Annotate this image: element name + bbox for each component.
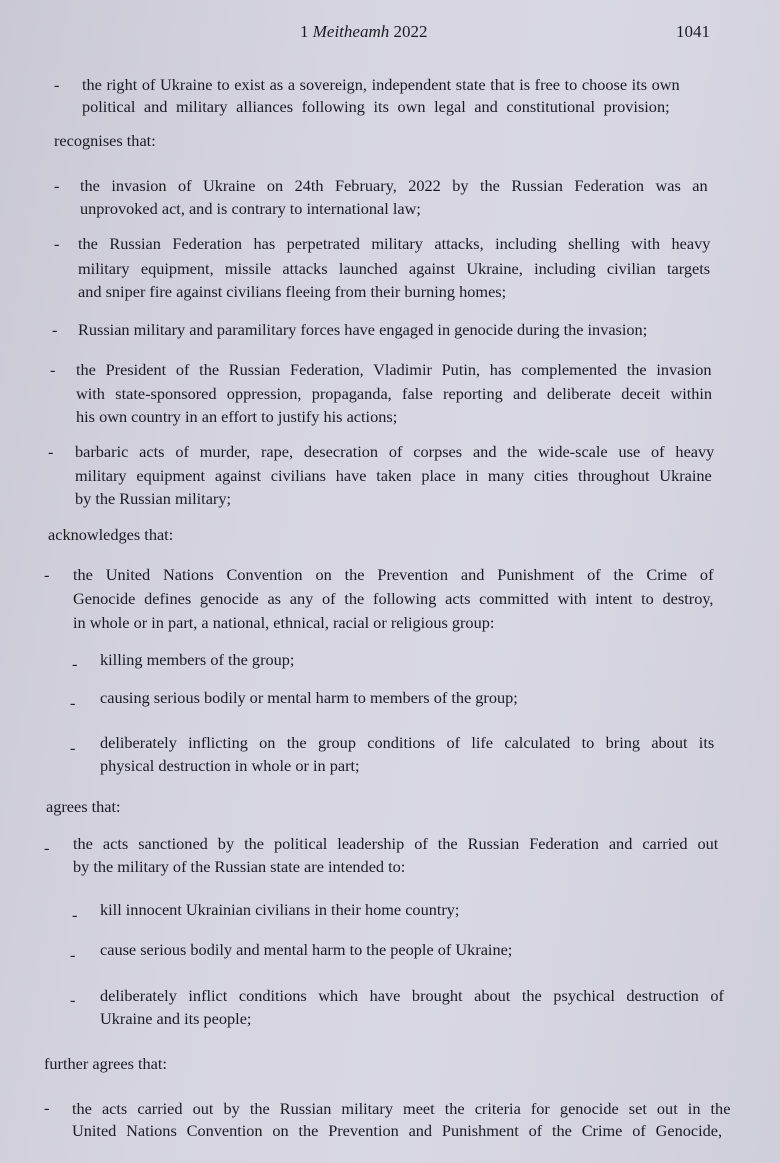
list-item-line: military equipment, missile attacks launched against Ukraine, including civilian targets bbox=[78, 259, 711, 278]
list-item-line: deliberately inflict conditions which have brought about the psychical destruction of bbox=[100, 986, 724, 1005]
list-item-line: and sniper fire against civilians fleeing from their burning homes; bbox=[78, 282, 507, 301]
list-item-line: by the Russian military; bbox=[75, 489, 232, 508]
list-item-line: Genocide defines genocide as any of the following acts committed with intent to destroy, bbox=[73, 589, 714, 608]
list-dash: - bbox=[50, 360, 56, 379]
list-dash: - bbox=[44, 1098, 50, 1117]
list-dash: - bbox=[54, 234, 60, 253]
list-dash: - bbox=[54, 75, 60, 94]
list-item-line: physical destruction in whole or in part; bbox=[100, 756, 360, 775]
list-dash: - bbox=[72, 654, 78, 673]
list-dash: - bbox=[70, 738, 76, 757]
list-item-line: military equipment against civilians have taken place in many cities throughout Ukraine bbox=[75, 466, 712, 485]
list-dash: - bbox=[70, 693, 76, 712]
page-number: 1041 bbox=[676, 22, 710, 41]
list-item-line: the invasion of Ukraine on 24th February, 2022 by the Russian Federation was an bbox=[80, 176, 708, 195]
list-item-line: the right of Ukraine to exist as a sovereign, independent state that is free to choose its own bbox=[82, 75, 680, 94]
list-item-line: the President of the Russian Federation, Vladimir Putin, has complemented the invasion bbox=[76, 360, 712, 379]
section-heading: further agrees that: bbox=[44, 1054, 167, 1073]
section-heading: recognises that: bbox=[54, 131, 156, 150]
list-item-line: by the military of the Russian state are intended to: bbox=[73, 857, 406, 876]
list-item-line: barbaric acts of murder, rape, desecration of corpses and the wide-scale use of heavy bbox=[75, 442, 715, 461]
list-dash: - bbox=[70, 990, 76, 1009]
list-dash: - bbox=[44, 565, 50, 584]
list-item-line: killing members of the group; bbox=[100, 650, 295, 669]
list-dash: - bbox=[44, 838, 50, 857]
list-item-line: the Russian Federation has perpetrated military attacks, including shelling with heavy bbox=[78, 234, 711, 253]
list-item-line: kill innocent Ukrainian civilians in their home country; bbox=[100, 900, 460, 919]
list-item-line: unprovoked act, and is contrary to international law; bbox=[80, 199, 421, 218]
list-item-line: causing serious bodily or mental harm to members of the group; bbox=[100, 688, 518, 707]
list-item-line: Ukraine and its people; bbox=[100, 1009, 252, 1028]
list-item-line: deliberately inflicting on the group conditions of life calculated to bring about its bbox=[100, 733, 715, 752]
list-item-line: political and military alliances following its own legal and constitutional provision; bbox=[82, 97, 670, 116]
list-item-line: in whole or in part, a national, ethnical, racial or religious group: bbox=[73, 613, 495, 632]
list-item-line: the acts carried out by the Russian military meet the criteria for genocide set out in the bbox=[72, 1099, 731, 1118]
section-heading: agrees that: bbox=[46, 797, 121, 816]
list-item-line: the acts sanctioned by the political leadership of the Russian Federation and carried out bbox=[73, 834, 719, 853]
list-item-line: United Nations Convention on the Prevention and Punishment of the Crime of Genocide, bbox=[72, 1121, 723, 1140]
list-item-line: cause serious bodily and mental harm to the people of Ukraine; bbox=[100, 940, 513, 959]
list-dash: - bbox=[52, 320, 58, 339]
section-heading: acknowledges that: bbox=[48, 525, 174, 544]
list-item-line: the United Nations Convention on the Prevention and Punishment of the Crime of bbox=[73, 565, 714, 584]
list-item-line: Russian military and paramilitary forces have engaged in genocide during the invasion; bbox=[78, 320, 648, 339]
list-dash: - bbox=[48, 442, 54, 461]
list-dash: - bbox=[70, 945, 76, 964]
list-dash: - bbox=[72, 905, 78, 924]
header-date: 1 Meitheamh 2022 bbox=[300, 22, 428, 41]
list-dash: - bbox=[54, 176, 60, 195]
list-item-line: with state-sponsored oppression, propaganda, false reporting and deliberate deceit within bbox=[76, 384, 713, 403]
list-item-line: his own country in an effort to justify his actions; bbox=[76, 407, 398, 426]
